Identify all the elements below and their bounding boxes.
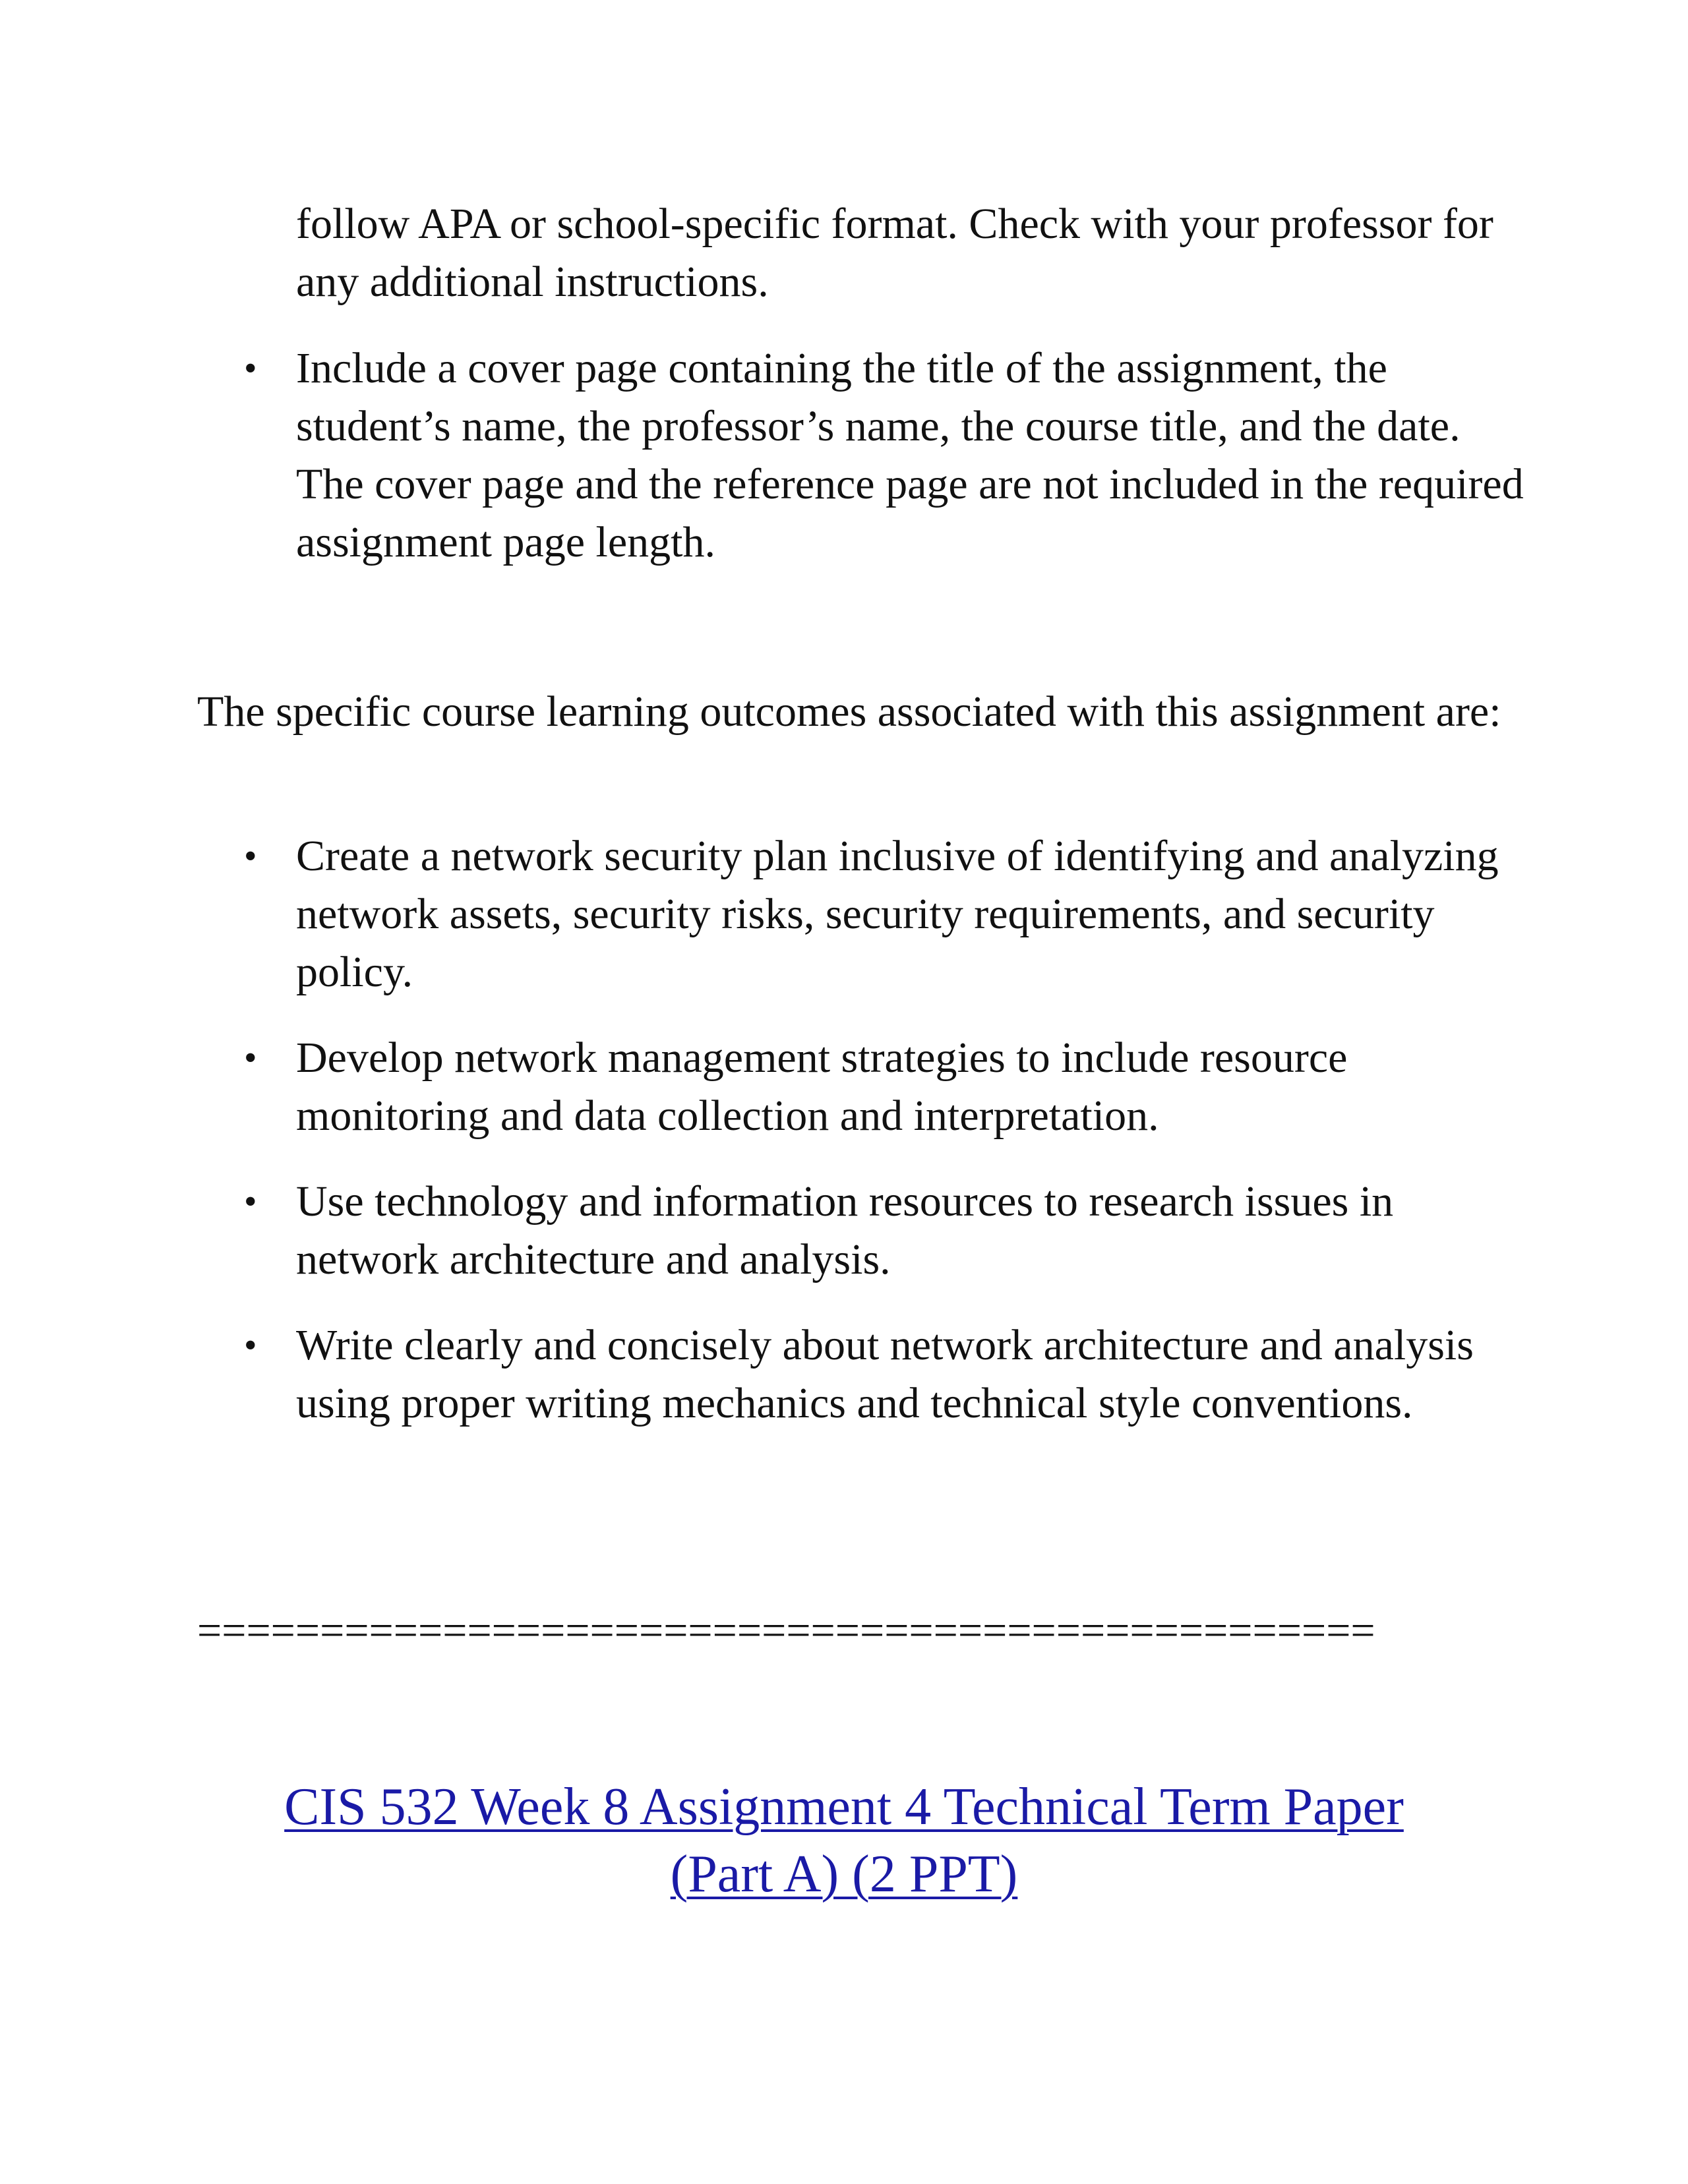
list-item-text: Develop network management strategies to include resource monitoring and data collection and interpretation. <box>296 1034 1348 1140</box>
list-item <box>244 1173 1536 1289</box>
separator-line: ================================================ <box>197 1607 1375 1655</box>
bullet-icon: • <box>244 1325 257 1366</box>
bullet-icon: • <box>244 1181 257 1222</box>
continuation-paragraph: follow APA or school-specific format. Check with your professor for any additional instructions. <box>296 200 1493 306</box>
list-item <box>244 339 1536 572</box>
list-item <box>244 827 1536 1001</box>
list-item <box>244 1316 1536 1432</box>
link-title-line-1: CIS 532 Week 8 Assignment 4 Technical Term Paper <box>284 1778 1404 1836</box>
bullet-icon: • <box>244 836 257 877</box>
list-item-text: Include a cover page containing the title of the assignment, the student’s name, the professor’s name, the course title, and the date. The cover page and the reference page are not included in the required assignment page length. <box>296 344 1524 566</box>
link-title-line-2: (Part A) (2 PPT) <box>670 1845 1018 1903</box>
list-item-text: Use technology and information resources to research issues in network architecture and analysis. <box>296 1177 1394 1284</box>
outcomes-bullet-list <box>244 827 1536 1460</box>
list-item-text: Write clearly and concisely about network architecture and analysis using proper writing mechanics and technical style conventions. <box>296 1321 1474 1427</box>
bullet-icon: • <box>244 1038 257 1078</box>
assignment-title-link[interactable] <box>0 1773 1688 1908</box>
outcomes-intro-paragraph: The specific course learning outcomes associated with this assignment are: <box>197 688 1501 736</box>
formatting-bullet-list <box>244 339 1536 599</box>
list-item-text: Create a network security plan inclusive of identifying and analyzing network assets, security risks, security requirements, and security policy. <box>296 832 1499 996</box>
bullet-icon: • <box>244 348 257 389</box>
list-item <box>244 1029 1536 1145</box>
